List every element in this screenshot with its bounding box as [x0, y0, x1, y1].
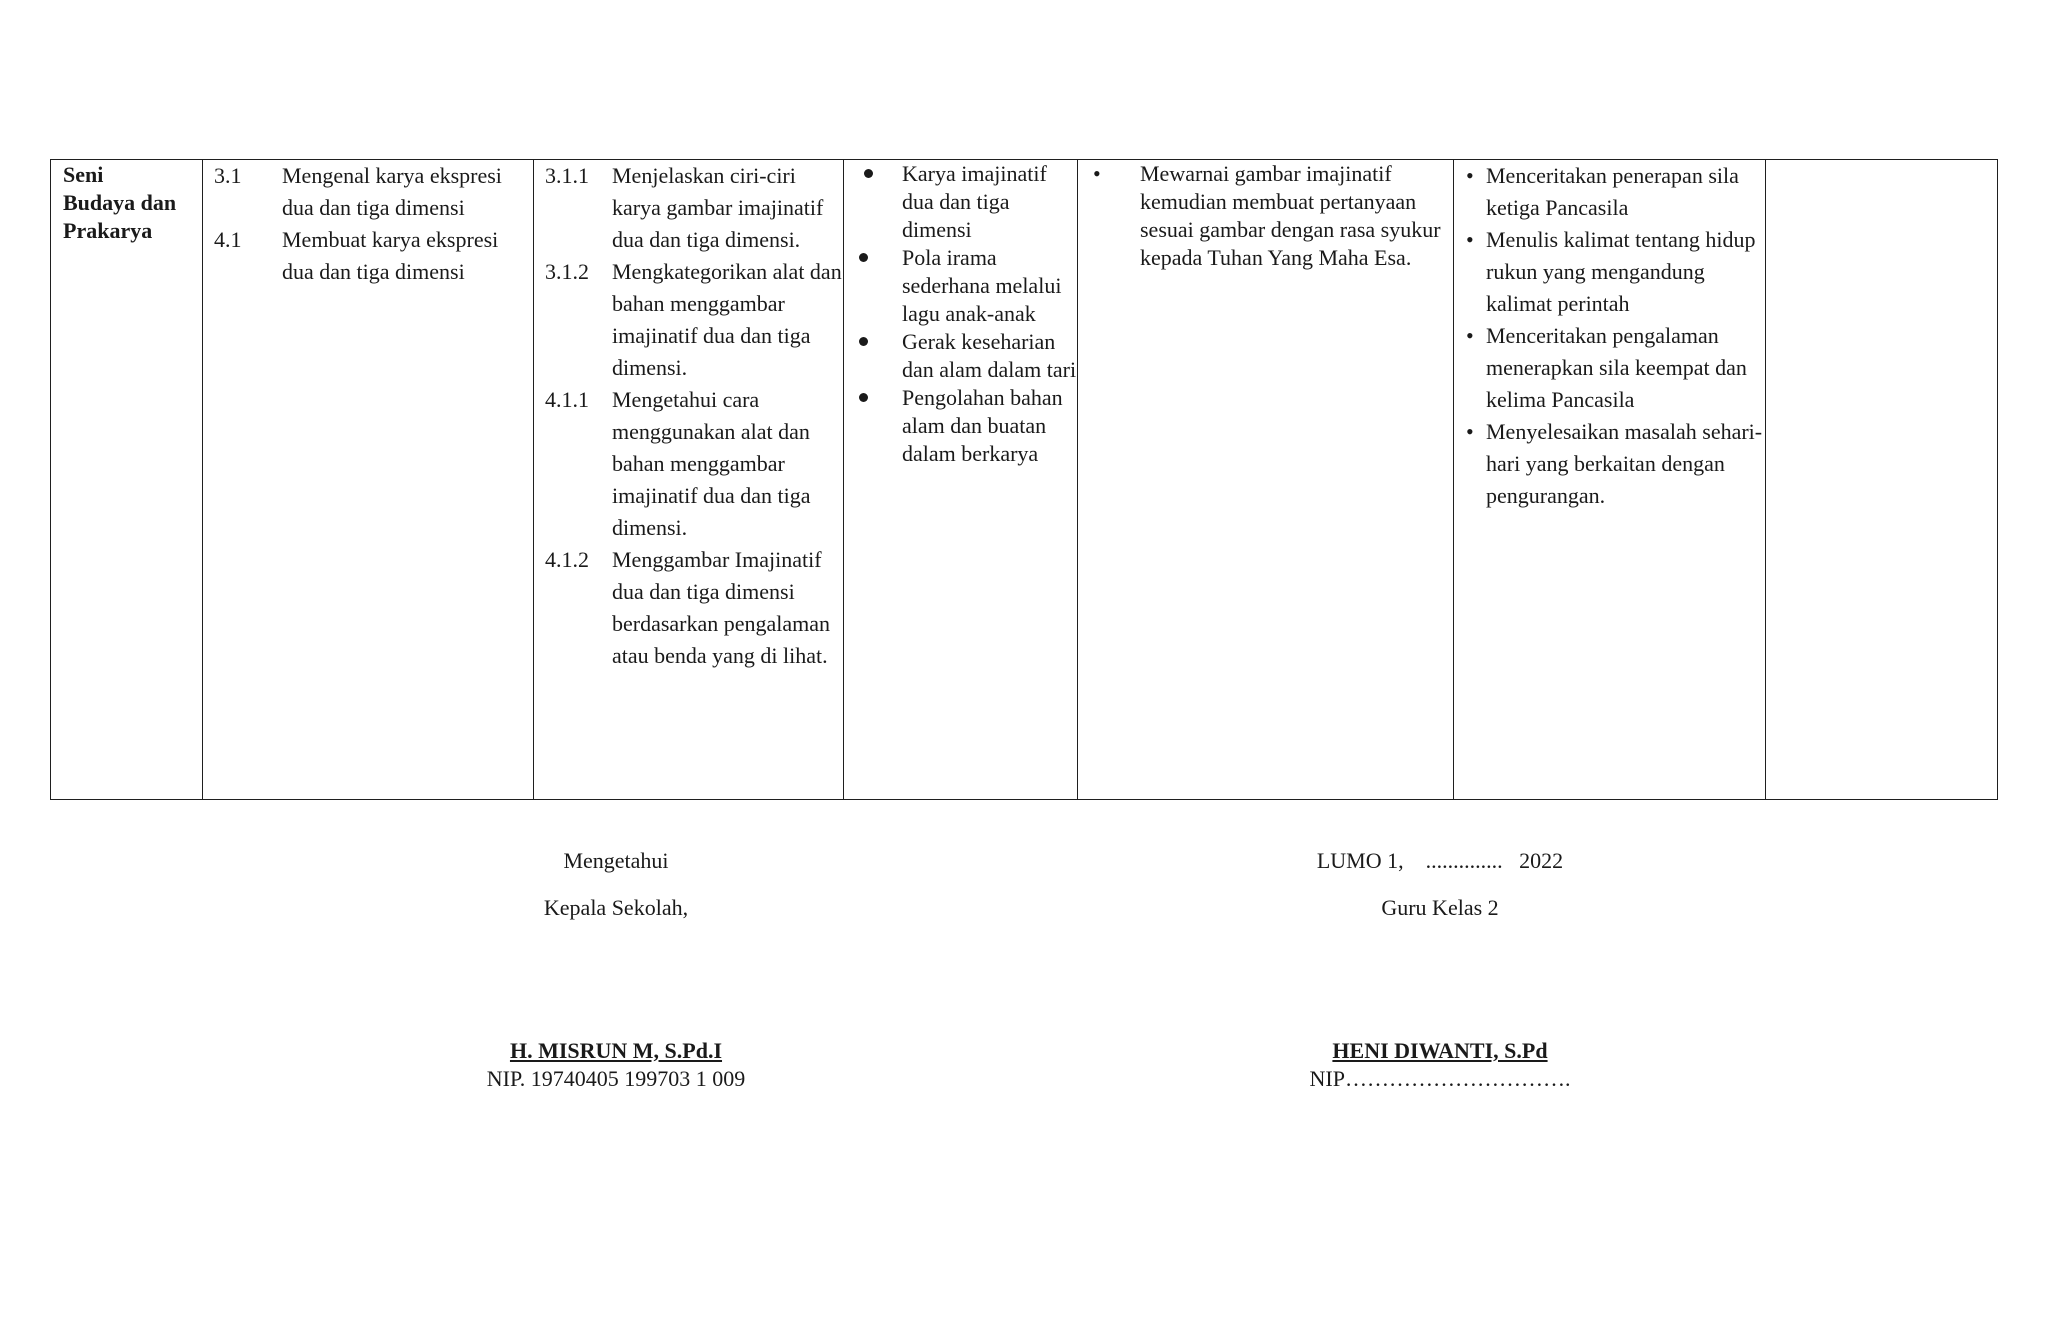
place-date: LUMO 1, .............. 2022: [1316, 848, 1564, 873]
mengetahui-label: Mengetahui: [563, 848, 669, 873]
principal-name: H. MISRUN M, S.Pd.I: [509, 1038, 723, 1063]
kegiatan-cell: [1078, 160, 1454, 800]
list-item: [214, 160, 533, 224]
list-item: • Menceritakan penerapan sila ketiga Pancasila: [1454, 160, 1765, 224]
indikator-number: 4.1.2: [545, 547, 589, 572]
list-item: • Menceritakan pengalaman menerapkan sila keempat dan kelima Pancasila: [1454, 320, 1765, 416]
empty-cell: [1766, 160, 1998, 800]
principal-nip: NIP. 19740405 199703 1 009: [486, 1066, 746, 1091]
indikator-list: [534, 160, 843, 672]
materi-list: [844, 160, 1077, 468]
list-item: Pola irama sederhana melalui lagu anak-anak: [844, 244, 1077, 328]
indikator-number: 3.1.2: [545, 259, 589, 284]
subject-cell: [51, 160, 203, 800]
penilaian-list: [1454, 160, 1765, 512]
indikator-number: 4.1.1: [545, 387, 589, 412]
kd-number: 4.1: [214, 227, 242, 252]
indikator-number: 3.1.1: [545, 163, 589, 188]
list-item: [545, 384, 843, 544]
kegiatan-list: [1078, 160, 1453, 272]
subject-line: Prakarya: [63, 218, 153, 243]
indikator-cell: [534, 160, 844, 800]
list-item: Pengolahan bahan alam dan buatan dalam berkarya: [844, 384, 1077, 468]
list-item: Karya imajinatif dua dan tiga dimensi: [844, 160, 1077, 244]
subject-line: Budaya dan: [63, 190, 177, 215]
list-item: • Menulis kalimat tentang hidup rukun yang mengandung kalimat perintah: [1454, 224, 1765, 320]
teacher-nip: NIP………………………….: [1309, 1066, 1571, 1091]
list-item: [545, 256, 843, 384]
list-item: [545, 544, 843, 672]
guru-kelas-label: Guru Kelas 2: [1381, 895, 1499, 920]
kompetensi-dasar-cell: [203, 160, 534, 800]
lesson-plan-table: [50, 159, 1998, 800]
kompetensi-dasar-list: [203, 160, 533, 288]
indikator-text: Mengkategorikan alat dan bahan menggambar imajinatif dua dan tiga dimensi.: [612, 259, 842, 380]
kd-text: Mengenal karya ekspresi dua dan tiga dimensi: [282, 163, 502, 220]
subject-line: Seni: [63, 162, 104, 187]
kd-number: 3.1: [214, 163, 242, 188]
list-item: • Mewarnai gambar imajinatif kemudian membuat pertanyaan sesuai gambar dengan rasa syukur kepada Tuhan Yang Maha Esa.: [1078, 160, 1453, 272]
penilaian-cell: [1454, 160, 1766, 800]
table-row: [51, 160, 1998, 800]
kepala-sekolah-label: Kepala Sekolah,: [543, 895, 689, 920]
teacher-name: HENI DIWANTI, S.Pd: [1332, 1038, 1548, 1063]
list-item: [214, 224, 533, 288]
kd-text: Membuat karya ekspresi dua dan tiga dimensi: [282, 227, 499, 284]
indikator-text: Menggambar Imajinatif dua dan tiga dimensi berdasarkan pengalaman atau benda yang di lihat.: [612, 547, 831, 668]
materi-cell: [844, 160, 1078, 800]
list-item: [545, 160, 843, 256]
list-item: • Menyelesaikan masalah sehari-hari yang berkaitan dengan pengurangan.: [1454, 416, 1765, 512]
list-item: Gerak keseharian dan alam dalam tari: [844, 328, 1077, 384]
indikator-text: Menjelaskan ciri-ciri karya gambar imajinatif dua dan tiga dimensi.: [612, 163, 824, 252]
indikator-text: Mengetahui cara menggunakan alat dan bahan menggambar imajinatif dua dan tiga dimensi.: [612, 387, 811, 540]
